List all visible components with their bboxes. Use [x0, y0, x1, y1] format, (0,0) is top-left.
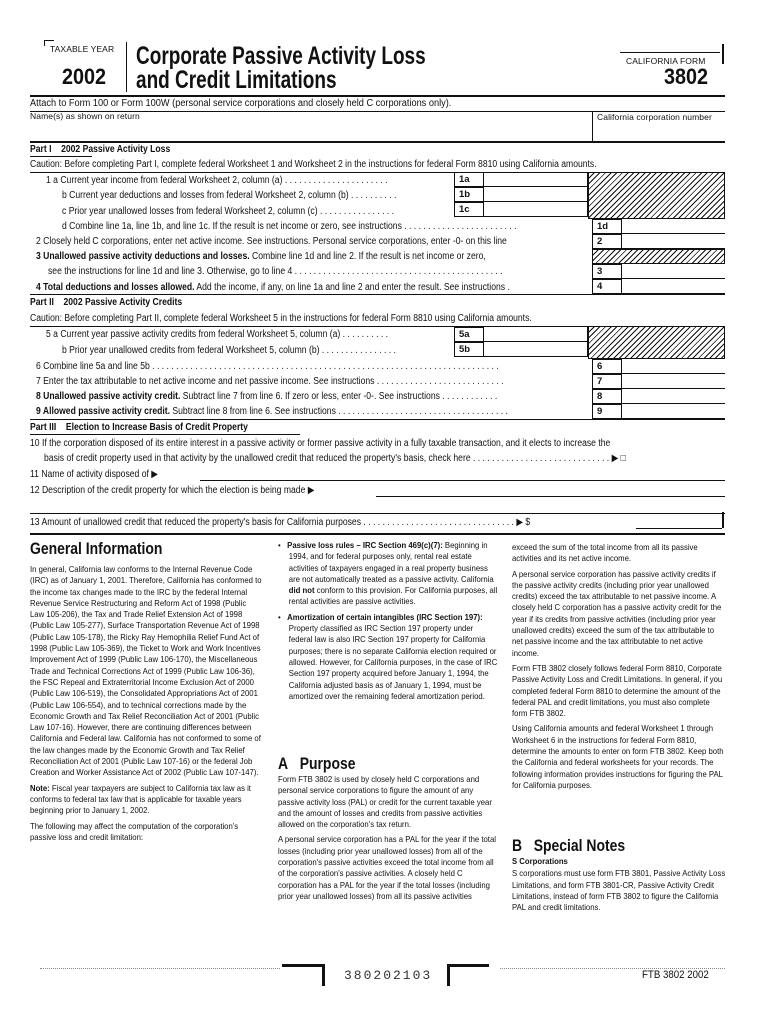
footer-form-id: FTB 3802 2002	[642, 969, 709, 981]
bullet1-text-b: conform to this provision. For California purposes, all rental activities are passive activities.	[288, 585, 498, 607]
line-7: 7 Enter the tax attributable to net active income and net passive income. See instructions . . . . . . . . . . . . . . . . . . . . . . . . . . .	[36, 376, 504, 387]
box-5b-label: 5b	[454, 342, 484, 357]
line-9-bold: 9 Allowed passive activity credit.	[36, 406, 170, 417]
purpose-text	[278, 774, 498, 906]
box-8-label: 8	[592, 389, 622, 404]
property-description-field[interactable]	[376, 496, 725, 497]
s-corp-text: S corporations must use form FTB 3801, Passive Activity Loss Limitations, and form FTB 3801-CR, Passive Activity Credit Limitations, instead of form FTB 3802 to figure the California PAL and credit limitations.	[512, 868, 726, 913]
line-4-bold: 4 Total deductions and losses allowed.	[36, 282, 195, 293]
line-9-rest: Subtract line 8 from line 6. See instructions . . . . . . . . . . . . . . . . . . . . . . . . . . . . . . . . . . . .	[169, 406, 508, 417]
box-2-label: 2	[592, 234, 622, 249]
field-1c[interactable]	[484, 202, 588, 217]
property-description-field-2[interactable]	[30, 513, 725, 514]
california-form-label: CALIFORNIA FORM	[626, 56, 706, 66]
line-3-bold: 3 Unallowed passive activity deductions and losses.	[36, 251, 250, 262]
box-1d-label: 1d	[592, 219, 622, 234]
form-title-line2: and Credit Limitations	[136, 66, 337, 94]
box-6-label: 6	[592, 359, 622, 374]
line-1d: d Combine line 1a, line 1b, and line 1c. If the result is net income or zero, see instructions . . . . . . . . . . . . . . . . . . . . . . . .	[62, 221, 517, 232]
box-9-label: 9	[592, 404, 622, 419]
box-4-label: 4	[592, 279, 622, 294]
field-6[interactable]	[622, 359, 725, 374]
special-notes-heading: Special Notes	[533, 836, 626, 855]
right-p3: Form FTB 3802 closely follows federal Form 8810, Corporate Passive Activity Loss and Credit Limitations. In general, if you completed federal Form 8810 to determine the amount of the federal PAL and credit limitations, you must also complete form FTB 3802.	[512, 662, 723, 719]
bullet2-title: Amortization of certain intangibles (IRC Section 197):	[287, 611, 483, 622]
general-info-text	[30, 564, 262, 847]
special-notes-heading-row	[512, 836, 650, 856]
special-notes-letter: B	[512, 836, 523, 855]
line-10: 10 If the corporation disposed of its entire interest in a passive activity or former passive activity in a fully taxable transaction, and it elects to increase the	[30, 438, 611, 449]
general-info-heading: General Information	[30, 539, 163, 558]
right-p4: Using California amounts and federal Worksheet 1 through Worksheet 6 in the instructions for federal Form 8810, determine the amounts to enter on form FTB 3802. Keep both the California and federal worksheets for your records. The following information provides instructions for figuring the PAL for California purposes.	[512, 723, 724, 790]
attach-instructions: Attach to Form 100 or Form 100W (personal service corporations and closely held C corporations only).	[30, 98, 452, 109]
field-4[interactable]	[622, 279, 725, 294]
purpose-p2: A personal service corporation has a PAL for the year if the total losses (including prior year unallowed losses) from all of the corporation's passive activities exceed the total income from all of the corporation's passive activities. A closely held C corporation has a PAL for the year if the total losses (including prior year unallowed losses) from all its passive activities	[278, 834, 496, 901]
line-10-text: basis of credit property used in that activity by the unallowed credit that reduced the property's basis, check here . . . . . . . . . . . . . . . . . . . . . . . . . . . . . ▶ □	[44, 453, 626, 464]
field-1d[interactable]	[622, 219, 725, 234]
line-1c: c Prior year unallowed losses from federal Worksheet 2, column (c) . . . . . . . . . . . . . . . .	[62, 206, 395, 217]
field-5a[interactable]	[484, 327, 588, 342]
activity-name-field[interactable]	[200, 480, 725, 481]
line-13: 13 Amount of unallowed credit that reduced the property's basis for California purposes . . . . . . . . . . . . . . . . . . . . . . . . . . . . . . . . ▶ $	[30, 517, 531, 528]
line-4	[36, 281, 510, 294]
part3-header	[30, 421, 248, 434]
line-3	[36, 250, 486, 263]
s-corp-heading: S Corporations	[512, 856, 568, 866]
note-text: Fiscal year taxpayers are subject to California tax law as it conforms to federal tax law that is applicable for taxable years beginning prior to January 1, 2002.	[30, 782, 251, 816]
name-field[interactable]	[30, 122, 590, 140]
line-9	[36, 405, 508, 418]
corp-number-label: California corporation number	[597, 112, 712, 122]
field-3[interactable]	[622, 264, 725, 279]
line-2: 2 Closely held C corporations, enter net active income. See instructions. Personal service corporations, enter -0- on this line	[36, 236, 507, 247]
form-number: 3802	[664, 64, 709, 89]
part1-header	[30, 143, 170, 156]
purpose-heading-row	[278, 754, 372, 774]
bullet-amortization: • Amortization of certain intangibles (IRC Section 197): Property classified as IRC Section 197 property under federal law is also IRC Section 197 property for California purposes; there is no separate California election required or allowed. However, for California purposes, in the case of IRC Section 197 property acquired before January 1, 1994, the California adjusted basis as of January 1, 1994, must be amortized over the remaining federal amortization period.	[278, 611, 498, 701]
form-title-line1: Corporate Passive Activity Loss	[136, 42, 426, 70]
field-2[interactable]	[622, 234, 725, 249]
middle-column	[278, 540, 498, 706]
field-1b[interactable]	[484, 187, 588, 202]
bullet1-text-a: Beginning in 1994, and for federal purposes only, rental real estate activities of taxpayers engaged in a real property business are not automatically treated as a passive activity. California	[288, 540, 494, 584]
box-5a-label: 5a	[454, 327, 484, 342]
part2-caution: Caution: Before completing Part II, complete federal Worksheet 5 in the instructions for federal Form 8810 using California amounts.	[30, 313, 532, 324]
box-3-label: 3	[592, 264, 622, 279]
line-1a: 1 a Current year income from federal Worksheet 2, column (a) . . . . . . . . . . . . . . . . . . . . . .	[46, 175, 388, 186]
part2-header	[30, 296, 182, 309]
hatch-3	[592, 249, 725, 264]
right-p2: A personal service corporation has passive activity credits if the passive activity credits (including prior year unallowed credits) exceed the tax attributable to net passive income. A closely held C corporation has a passive activity credit for the year if its credits from passive activities (including prior year unallowed credits) exceed the sum of the tax attributable to net passive income and the tax attributable to net active income.	[512, 568, 722, 658]
part1-caution: Caution: Before completing Part I, complete federal Worksheet 1 and Worksheet 2 in the instructions for federal Form 8810 using California amounts.	[30, 159, 597, 170]
bullet1-title: Passive loss rules – IRC Section 469(c)(7):	[287, 540, 443, 550]
bullet1-bold: did not	[288, 585, 315, 596]
field-9[interactable]	[622, 404, 725, 419]
right-column	[512, 542, 727, 795]
line-8-bold: 8 Unallowed passive activity credit.	[36, 391, 181, 402]
line-8	[36, 390, 497, 403]
box-7-label: 7	[592, 374, 622, 389]
part1-title: 2002 Passive Activity Loss	[61, 144, 171, 155]
line-10-cont	[44, 452, 626, 465]
purpose-letter: A	[278, 754, 289, 773]
general-info-p1: In general, California law conforms to the Internal Revenue Code (IRC) as of January 1, 2001. Therefore, California has conformed to the income tax changes made to the IRC by the federal Internal Revenue Service Restructuring and Reform Act of 1998 (Public Law 105-206), the Tax and Trade Relief Extension Act of 1998 (Public Law 105-277), Surface Transportation Revenue Act of 1998 (Public Law 105-178), the Ricky Ray Hemophilia Relief Fund Act of 1998 (Public Law 105-369), the Ticket to Work and Work Incentives Improvement Act of 1999 (Public Law 106-170), the Miscellaneous Trade and Technical Corrections Act of 1999 (Public Law 106-36), the FSC Repeal and Extraterritorial Income Exclusion Act of 2000 (Public Law 106-519), the Consolidated Appropriations Act of 2001 (Public Law 106-554), and to technical corrections made by the Economic Growth and Tax Relief Reconciliation Act of 2001 (Public Law 107-16). However, there are continuing differences between California and Federal law. California has not conformed to some of the law changes made by the Economic Growth and Tax Relief Reconciliation Act of 2001 (Public Law 107-16) or the federal Job Creation and Worker Assistance Act of 2002 (Public Law 107-147).	[30, 564, 262, 778]
line-3-cont: see the instructions for line 1d and line 3. Otherwise, go to line 4 . . . . . . . . . . . . . . . . . . . . . . . . . . . . . . . . . . . . . . . . . . . .	[48, 266, 503, 277]
hatch-area-part2	[588, 326, 725, 359]
part1-label: Part I	[30, 144, 52, 155]
taxable-year-label: TAXABLE YEAR	[50, 44, 115, 54]
box-1a-label: 1a	[454, 172, 484, 187]
note-label: Note:	[30, 782, 50, 793]
part3-label: Part III	[30, 422, 57, 433]
right-p1: exceed the sum of the total income from all its passive activities and its net active income.	[512, 542, 698, 564]
line-11: 11 Name of activity disposed of ▶	[30, 469, 158, 480]
bullet-passive-loss: • Passive loss rules – IRC Section 469(c)(7): Beginning in 1994, and for federal purposes only, rental real estate activities of taxpayers engaged in a real property business are not automatically treated as a passive activity. California did not conform to this provision. For California purposes, all rental activities are passive activities.	[278, 540, 498, 607]
line-6: 6 Combine line 5a and line 5b . . . . . . . . . . . . . . . . . . . . . . . . . . . . . . . . . . . . . . . . . . . . . . . . . . . . . . . . . . . . . . . . . . . . . . . . .	[36, 361, 499, 372]
line-5b: b Prior year unallowed credits from federal Worksheet 5, column (b) . . . . . . . . . . . . . . . .	[62, 345, 396, 356]
box-1c-label: 1c	[454, 202, 484, 217]
bullet2-text: Property classified as IRC Section 197 property under federal law is also IRC Section 197 property for California purposes; there is no separate California election required or allowed. However, for California purposes, in the case of IRC Section 197 property acquired before January 1, 1994, the California adjusted basis as of January 1, 1994, must be amortized over the remaining federal amortization period.	[288, 623, 498, 701]
purpose-p1: Form FTB 3802 is used by closely held C corporations and personal service corporations to figure the amount of any passive activity loss (PAL) or credit for the current taxable year and the amount of losses and credits from passive activities allowed on the corporation's tax return.	[278, 774, 492, 830]
barcode-number: 380202103	[344, 968, 433, 983]
field-7[interactable]	[622, 374, 725, 389]
corp-number-field[interactable]	[594, 122, 724, 140]
part2-title: 2002 Passive Activity Credits	[63, 297, 183, 308]
line-8-rest: Subtract line 7 from line 6. If zero or less, enter -0-. See instructions . . . . . . . . . . . .	[180, 391, 498, 402]
s-corp-section	[512, 856, 727, 917]
hatch-area-part1	[588, 172, 725, 219]
line-3-rest: Combine line 1d and line 2. If the result is net income or zero,	[249, 251, 486, 262]
unallowed-credit-amount-field[interactable]	[636, 528, 722, 529]
box-1b-label: 1b	[454, 187, 484, 202]
line-4-rest: Add the income, if any, on line 1a and line 2 and enter the result. See instructions .	[194, 282, 510, 293]
tax-year: 2002	[62, 64, 107, 89]
field-5b[interactable]	[484, 342, 588, 357]
line-5a: 5 a Current year passive activity credits from federal Worksheet 5, column (a) . . . . . . . . . .	[46, 329, 389, 340]
general-info-p3: The following may affect the computation of the corporation's passive loss and credit limitation:	[30, 820, 239, 842]
part2-label: Part II	[30, 297, 54, 308]
field-1a[interactable]	[484, 172, 588, 187]
part3-title: Election to Increase Basis of Credit Property	[65, 422, 248, 433]
field-8[interactable]	[622, 389, 725, 404]
line-12: 12 Description of the credit property for which the election is being made ▶	[30, 485, 315, 496]
purpose-heading: Purpose	[299, 754, 356, 773]
line-1b: b Current year deductions and losses from federal Worksheet 2, column (b) . . . . . . . . . .	[62, 190, 397, 201]
name-label: Name(s) as shown on return	[30, 111, 140, 121]
general-info-note	[30, 783, 262, 817]
